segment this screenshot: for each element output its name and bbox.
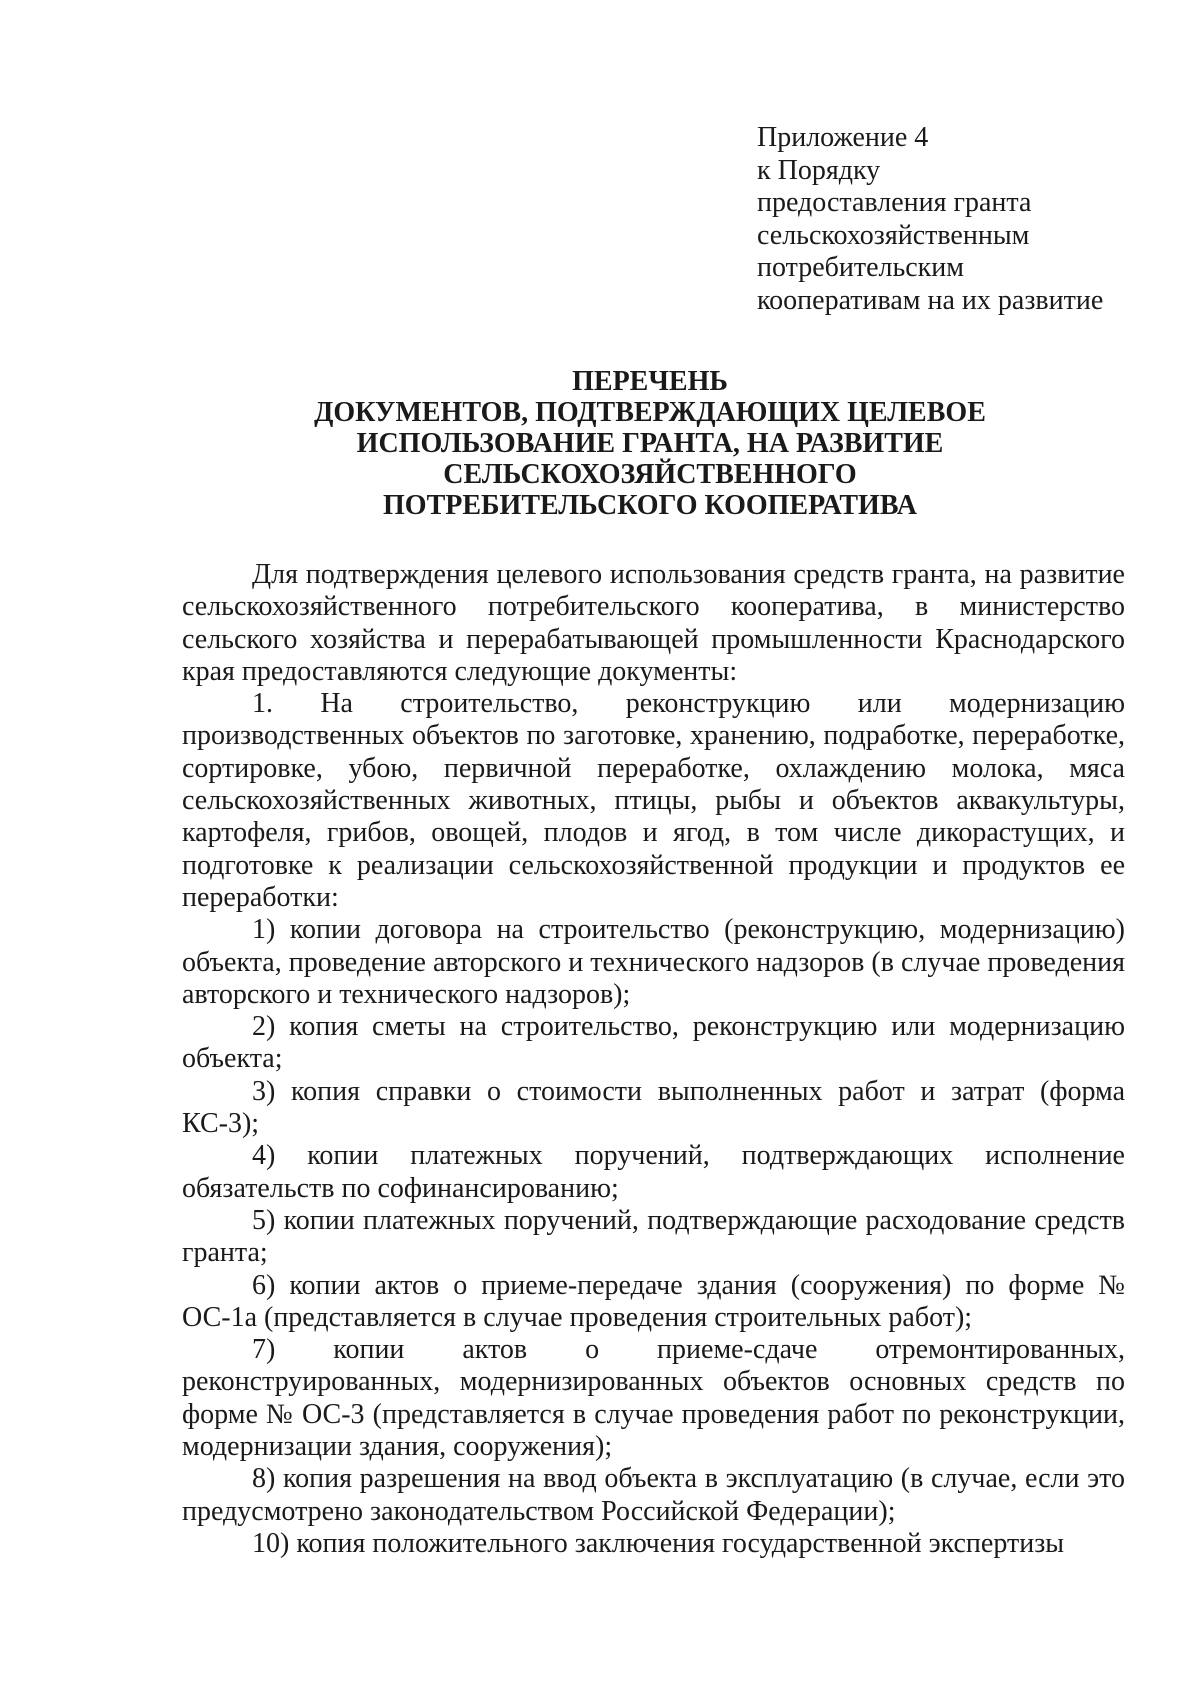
list-item: 5) копии платежных поручений, подтверждающие расходование средств гранта; — [182, 1204, 1125, 1269]
document-title — [180, 366, 1120, 521]
appendix-line: предоставления гранта — [757, 187, 1032, 218]
appendix-line: к Порядку — [757, 154, 881, 186]
appendix-reference — [757, 122, 1177, 317]
title-line: СЕЛЬСКОХОЗЯЙСТВЕННОГО — [443, 459, 857, 490]
title-line: ПОТРЕБИТЕЛЬСКОГО КООПЕРАТИВА — [383, 490, 917, 521]
appendix-line: потребительским — [757, 252, 964, 283]
list-item: 2) копия сметы на строительство, реконструкцию или модернизацию объекта; — [182, 1011, 1125, 1075]
list-item: 4) копии платежных поручений, подтверждающих исполнение обязательств по софинансированию; — [182, 1140, 1125, 1204]
list-item: 10) копия положительного заключения государственной экспертизы — [252, 1527, 1065, 1559]
title-line: ПЕРЕЧЕНЬ — [572, 366, 728, 397]
appendix-line: кооперативам на их развитие — [757, 284, 1104, 316]
list-item: 3) копия справки о стоимости выполненных работ и затрат (форма КС-3); — [182, 1075, 1125, 1140]
appendix-line: сельскохозяйственным — [757, 219, 1030, 251]
title-line: ДОКУМЕНТОВ, ПОДТВЕРЖДАЮЩИХ ЦЕЛЕВОЕ — [314, 397, 986, 428]
document-body — [182, 559, 1125, 1560]
section-1-paragraph: 1. На строительство, реконструкцию или модернизацию производственных объектов по заготовке, хранению, подработке, переработке, сортировке, убою, первичной переработке, охлаждению молока, мяса сельскохозяйственных животных, птицы, рыбы и объектов аквакультуры, картофеля, грибов, овощей, плодов и ягод, в том числе дикорастущих, и подготовке к реализации сельскохозяйственной продукции и продуктов ее переработки: — [182, 688, 1125, 913]
list-item: 6) копии актов о приеме-передаче здания (сооружения) по форме № ОС-1а (представляется в случае проведения строительных работ); — [182, 1269, 1125, 1333]
title-line: ИСПОЛЬЗОВАНИЕ ГРАНТА, НА РАЗВИТИЕ — [356, 428, 944, 459]
list-item: 7) копии актов о приеме-сдаче отремонтированных, реконструированных, модернизированных объектов основных средств по форме № ОС-3 (представляется в случае проведения работ по реконструкции, модернизации здания, сооружения); — [182, 1334, 1125, 1463]
intro-paragraph: Для подтверждения целевого использования средств гранта, на развитие сельскохозяйственного потребительского кооператива, в министерство сельского хозяйства и перерабатывающей промышленности Краснодарского края предоставляются следующие документы: — [182, 559, 1125, 687]
list-item: 8) копия разрешения на ввод объекта в эксплуатацию (в случае, если это предусмотрено законодательством Российской Федерации); — [182, 1463, 1125, 1527]
appendix-line: Приложение 4 — [757, 122, 929, 153]
list-item: 1) копии договора на строительство (реконструкцию, модернизацию) объекта, проведение авторского и технического надзоров (в случае проведения авторского и технического надзоров); — [182, 914, 1125, 1010]
